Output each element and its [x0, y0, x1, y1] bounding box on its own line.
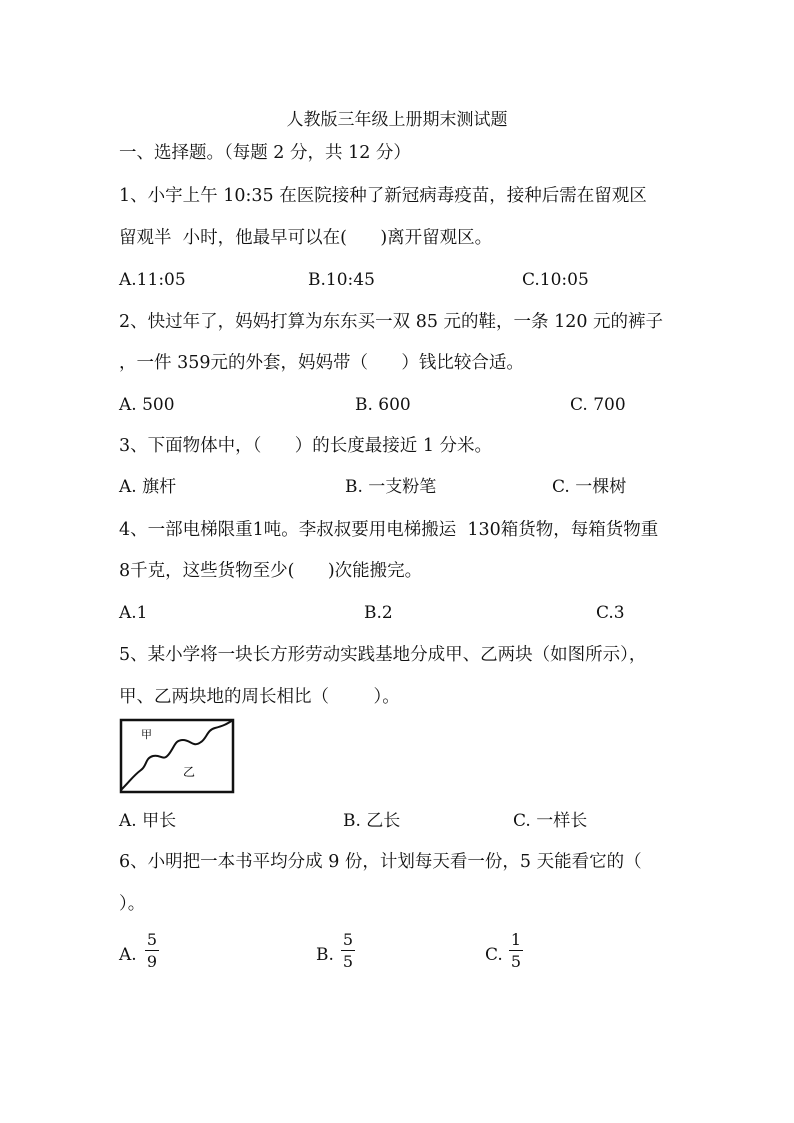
q6-option-b-fraction [341, 930, 355, 971]
q6-option-a-label: A. [119, 945, 137, 965]
numerator: 5 [146, 930, 158, 949]
q4-line1: 4、一部电梯限重1吨。李叔叔要用电梯搬运 130箱货物，每箱货物重 [119, 520, 659, 540]
q6-option-b-label: B. [316, 945, 334, 965]
q6-option-c-label: C. [485, 945, 503, 965]
q6-option-c-fraction [509, 930, 523, 971]
q4-line2: 8千克，这些货物至少( )次能搬完。 [119, 561, 423, 581]
q4-option-a: A.1 [119, 603, 148, 623]
q1-line2: 留观半 小时，他最早可以在( )离开留观区。 [119, 228, 493, 248]
q3-line1: 3、下面物体中，（ ）的长度最接近 1 分米。 [119, 436, 493, 456]
q1-option-c: C.10:05 [522, 270, 589, 290]
q5-line1: 5、某小学将一块长方形劳动实践基地分成甲、乙两块（如图所示）， [119, 645, 647, 665]
q3-option-c: C. 一棵树 [552, 477, 627, 497]
q5-option-a: A. 甲长 [119, 811, 177, 831]
fraction-bar [509, 950, 523, 951]
q3-option-a: A. 旗杆 [119, 477, 177, 497]
denominator: 5 [510, 952, 522, 971]
divided-rectangle-diagram [119, 718, 235, 794]
q2-line2: ，一件 359元的外套，妈妈带（ ）钱比较合适。 [119, 353, 524, 373]
section-heading: 一、选择题。（每题 2 分，共 12 分） [119, 143, 411, 163]
page-title: 人教版三年级上册期末测试题 [286, 110, 508, 130]
q6-option-a-fraction [145, 930, 159, 971]
q2-option-b: B. 600 [355, 395, 411, 415]
q2-line1: 2、快过年了，妈妈打算为东东买一双 85 元的鞋，一条 120 元的裤子 [119, 312, 664, 332]
q5-line2: 甲、乙两块地的周长相比（ ）。 [119, 687, 400, 707]
q3-option-b: B. 一支粉笔 [345, 477, 437, 497]
q4-option-b: B.2 [364, 603, 393, 623]
numerator: 1 [510, 930, 522, 949]
q5-option-c: C. 一样长 [513, 811, 588, 831]
figure-label-jia: 甲 [141, 728, 152, 741]
fraction-bar [145, 950, 159, 951]
q1-line1: 1、小宇上午 10:35 在医院接种了新冠病毒疫苗，接种后需在留观区 [119, 186, 647, 206]
numerator: 5 [342, 930, 354, 949]
q4-option-c: C.3 [596, 603, 625, 623]
q2-option-c: C. 700 [570, 395, 626, 415]
rectangle-outline [121, 720, 233, 792]
q1-option-b: B.10:45 [308, 270, 375, 290]
denominator: 9 [146, 952, 158, 971]
fraction-bar [341, 950, 355, 951]
denominator: 5 [342, 952, 354, 971]
figure-label-yi: 乙 [183, 765, 196, 779]
q6-line1: 6、小明把一本书平均分成 9 份，计划每天看一份，5 天能看它的（ [119, 852, 642, 872]
q1-option-a: A.11:05 [119, 270, 186, 290]
q6-line2: ）。 [119, 894, 146, 914]
q5-option-b: B. 乙长 [343, 811, 401, 831]
rectangle-figure [119, 718, 235, 798]
wavy-divider-line [121, 720, 233, 790]
q2-option-a: A. 500 [119, 395, 175, 415]
